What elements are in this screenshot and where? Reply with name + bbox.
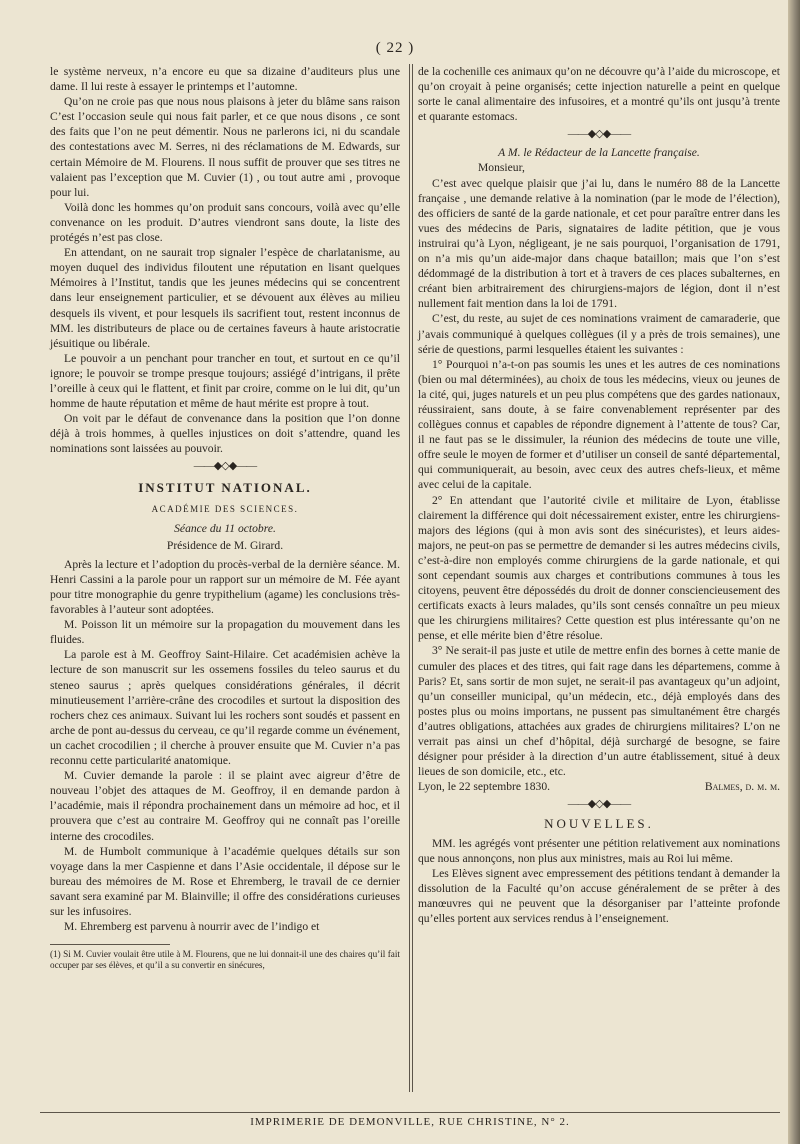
letter-salutation: Monsieur, [478, 161, 525, 175]
paragraph: Les Elèves signent avec empressement des pétitions tendant à demander la dissolution de la Faculté qu’on accuse généralement de se prêter à des manœuvres qui ne peuvent que la désorganiser par l’atteinte profonde qu’elles portent aux services rendus à l’enseignement. [418, 866, 780, 925]
paragraph: 3° Ne serait-il pas juste et utile de mettre enfin des bornes à cette manie de cumuler des places et des titres, qui fait rage dans les départemens, comme à Paris? Et, sans sortir de mon sujet, ne serait-il pas avantageux qu’un adjoint, qu’un conseiller municipal, qu’un médecin, etc., déjà employés dans des postes plus ou moins importans, ne pussent pas simultanément être chargés d’autres obligations, attachées aux grades de chirurgiens militaires? L’on ne verrait pas ainsi un chef d’hôpital, déjà surchargé de besogne, se faire désigner pour présider à la direction d’un autre établissement, situé à deux lieues de son domicile, etc., etc. [418, 644, 780, 779]
paragraph: M. Ehremberg est parvenu à nourrir avec de l’indigo et [64, 920, 320, 934]
paragraph: M. de Humbolt communique à l’académie quelques détails sur son voyage dans la mer Caspienne et dans l’Asie occidentale, il dépose sur le bureau des mémoires de M. Rose et Ehremberg, le travail de ce dernier savant sera examiné par M. Blainville; il offre des considérations curieuses sur les infusoires. [50, 844, 400, 918]
signature-place-date: Lyon, le 22 septembre 1830. [418, 780, 551, 794]
paragraph: le système nerveux, n’a encore eu que sa dizaine d’auditeurs plus une dame. Il lui reste à essayer le printemps et l’automne. [50, 65, 400, 94]
paragraph: En attendant, on ne saurait trop signaler l’espèce de charlatanisme, au moyen duquel des individus filoutent une réputation en lisant quelques Mémoires à l’Institut, tandis que les jeunes médecins qui se concentrent dans leur enseignement particulier, et se dévouent aux élèves au milieu desquels ils vivent, et pour lesquels ils sacrifient tout, restent inconnus de MM. les distributeurs de place ou de certaines faveurs à haute aristocratie jésuitique ou libérale. [50, 246, 400, 350]
paragraph: On voit par le défaut de convenance dans la position que l’on donne déjà à trois hommes, à quelles injustices on doit s’attendre, quand les nominations sont laissées au pouvoir. [50, 412, 400, 456]
paragraph: MM. les agrégés vont présenter une pétition relativement aux nominations que nous annonçons, non plus aux ministres, mais au Roi lui même. [418, 836, 780, 865]
paragraph: 1° Pourquoi n’a-t-on pas soumis les unes et les autres de ces nominations (bien ou mal déterminées), au choix de tous les médecins, vieux ou jeunes de la cité, qui, juges naturels et un peu plus compétens que des gardes nationaux, réussiraient, sans doute, à se faire convenablement représenter par des collègues connus et capables de répondre dignement à l’attente de tous? Car, il ne faut pas se le dissimuler, la réunion des médecins de toute une ville, offre seule le moyen de former et d’utiliser un conseil de santé départemental, qui communiquerait, au besoin, avec ceux des autres chefs-lieux, et même avec celui de la capitale. [418, 357, 780, 492]
footnote-rule [50, 944, 170, 945]
page-number: ( 22 ) [375, 40, 415, 56]
session-presidency: Présidence de M. Girard. [166, 538, 284, 552]
footnote: (1) Si M. Cuvier voulait être utile à M. Flourens, que ne lui donnait-il une des chaires qu’il fait occuper par ses élèves, et qu’il a su convertir en sinécures, [50, 949, 400, 971]
column-divider [409, 64, 410, 1092]
section-title-institut: INSTITUT NATIONAL. [138, 480, 312, 496]
paragraph: C’est avec quelque plaisir que j’ai lu, dans le numéro 88 de la Lancette française , une demande relative à la nomination (par le mode de l’élection), des officiers de santé de la garde nationale, et cet pour paraître entrer dans les vues des médecins de Paris, signataires de ladite pétition, que je vous instruirai qu’à Lyon, négligeant, je ne sais pourquoi, l’organisation de 1791, on n’a mis qu’un aide-major dans chaque bataillon; mais que l’on s’est dédommagé de la distribution à tort et à travers de ces places subalternes, en créant bien arbitrairement des chirurgiens-majors de légion, dont il n’est nullement fait mention dans la loi de 1791. [418, 176, 780, 311]
ornament-separator: ——◆◇◆—— [567, 798, 631, 811]
paragraph: La parole est à M. Geoffroy Saint-Hilaire. Cet académisien achève la lecture de son manuscrit sur les ossemens fossiles du teleo saurus et du steneo saurus ; après quelques considérations générales, il décrit minutieusement l’arrière-crâne des crocodiles et surtout la disposition des rochers chez ces animaux. Suivant lui les rochers sont soudés et passent en arche de pont au-dessus du cerveau, ce qu’il regarde comme un événement, un cachet crocodilien ; il cherche à prouver ensuite que M. Cuvier n’a pas reconnu cette particularité anatomique. [50, 648, 400, 768]
session-date: Séance du 11 octobre. [174, 521, 276, 535]
letter-signature [418, 779, 780, 794]
paragraph: Après la lecture et l’adoption du procès-verbal de la dernière séance. M. Henri Cassini a la parole pour un rapport sur un mémoire de M. Fée ayant pour titre monographie du genre trypithelium (agame) les conclusions très-favorables à l’auteur sont adoptées. [50, 557, 400, 617]
right-column [418, 64, 780, 926]
ornament-separator: ——◆◇◆—— [567, 128, 631, 141]
paragraph: Voilà donc les hommes qu’on produit sans concours, voilà avec qu’elle convenance on les produit. D’autres viendront sans doute, la liste des protégés n’est pas close. [50, 200, 400, 245]
section-title-nouvelles: NOUVELLES. [544, 816, 654, 832]
column-divider-double [412, 64, 413, 1092]
letter-heading: A M. le Rédacteur de la Lancette française. [498, 146, 700, 160]
page-edge-shadow [788, 0, 800, 1144]
signature-name: Balmes, d. m. m. [704, 780, 780, 794]
imprint-line: IMPRIMERIE DE DEMONVILLE, RUE CHRISTINE, N° 2. [40, 1112, 780, 1128]
paragraph: M. Cuvier demande la parole : il se plaint avec aigreur d’être de nouveau l’objet des attaques de M. Geoffroy, il en demande pardon à l’académie, mais il répondra prochainement dans un mémoire ad hoc, et il prouvera que c’est au contraire M. Geoffroy qui ne connaît pas l’oreille interne des crocodiles. [50, 769, 400, 843]
paragraph: Qu’on ne croie pas que nous nous plaisons à jeter du blâme sans raison C’est l’occasion seule qui nous fait parler, et ce que nous disons , ce sont des faits que l’on ne peut démentir. Nous ne parlerons ici, ni du scandale des contestations avec M. Serres, ni des réclamations de M. Edwards, sur certain Mémoire de M. Flourens. Il nous suffit de prouver que ses titres ne valaient pas l’exception que M. Cuvier (1) , ou tout autre ami , provoque pour lui. [50, 95, 400, 199]
paragraph: C’est, du reste, au sujet de ces nominations vraiment de camaraderie, que j’avais communiqué à quelques collègues (il y a près de trois semaines), une série de questions, parmi lesquelles étaient les suivantes : [418, 312, 780, 356]
paragraph: 2° En attendant que l’autorité civile et militaire de Lyon, établisse clairement la différence qui doit nécessairement exister, entre les chirurgiens-majors des légions (qui à mon avis sont des sinécuristes), et leurs aides-majors, ne peut-on pas se permettre de demander si les autres médecins civils, c’est-à-dire non employés comme chirurgiens de la garde nationale, et qui sont cependant soumis aux charges et contributions communes à tous les citoyens, peuvent être dépossédés du droit de donner consciencieusement des certificats exacts à leurs malades, qu’ils sont censés connaître un peu mieux que les chirurgiens militaires? Cette question est plus intéressante qu’on ne pense, et elle mérite bien d’être résolue. [418, 493, 780, 643]
paragraph: M. Poisson lit un mémoire sur la propagation du mouvement dans les fluides. [50, 618, 400, 647]
paragraph: de la cochenille ces animaux qu’on ne découvre qu’à l’aide du microscope, et qu’on croyait à peine organisés; cette injection naturelle a peint en quelque sorte le canal alimentaire des infusoires, et a montré qu’ils ont jusqu’à trente et quarante estomacs. [418, 65, 780, 124]
paragraph: Le pouvoir a un penchant pour trancher en tout, et surtout en ce qu’il ignore; le pouvoir se trompe presque toujours; assiégé d’intrigans, il prête l’oreille à ceux qui le flattent, et finit par croire, comme on le lui dit, qu’un homme de haute réputation et même de haut mérite est propre à tout. [50, 351, 400, 411]
left-column [50, 64, 400, 971]
ornament-separator: ——◆◇◆—— [193, 460, 257, 473]
section-subtitle-academie: ACADÉMIE DES SCIENCES. [151, 503, 299, 514]
